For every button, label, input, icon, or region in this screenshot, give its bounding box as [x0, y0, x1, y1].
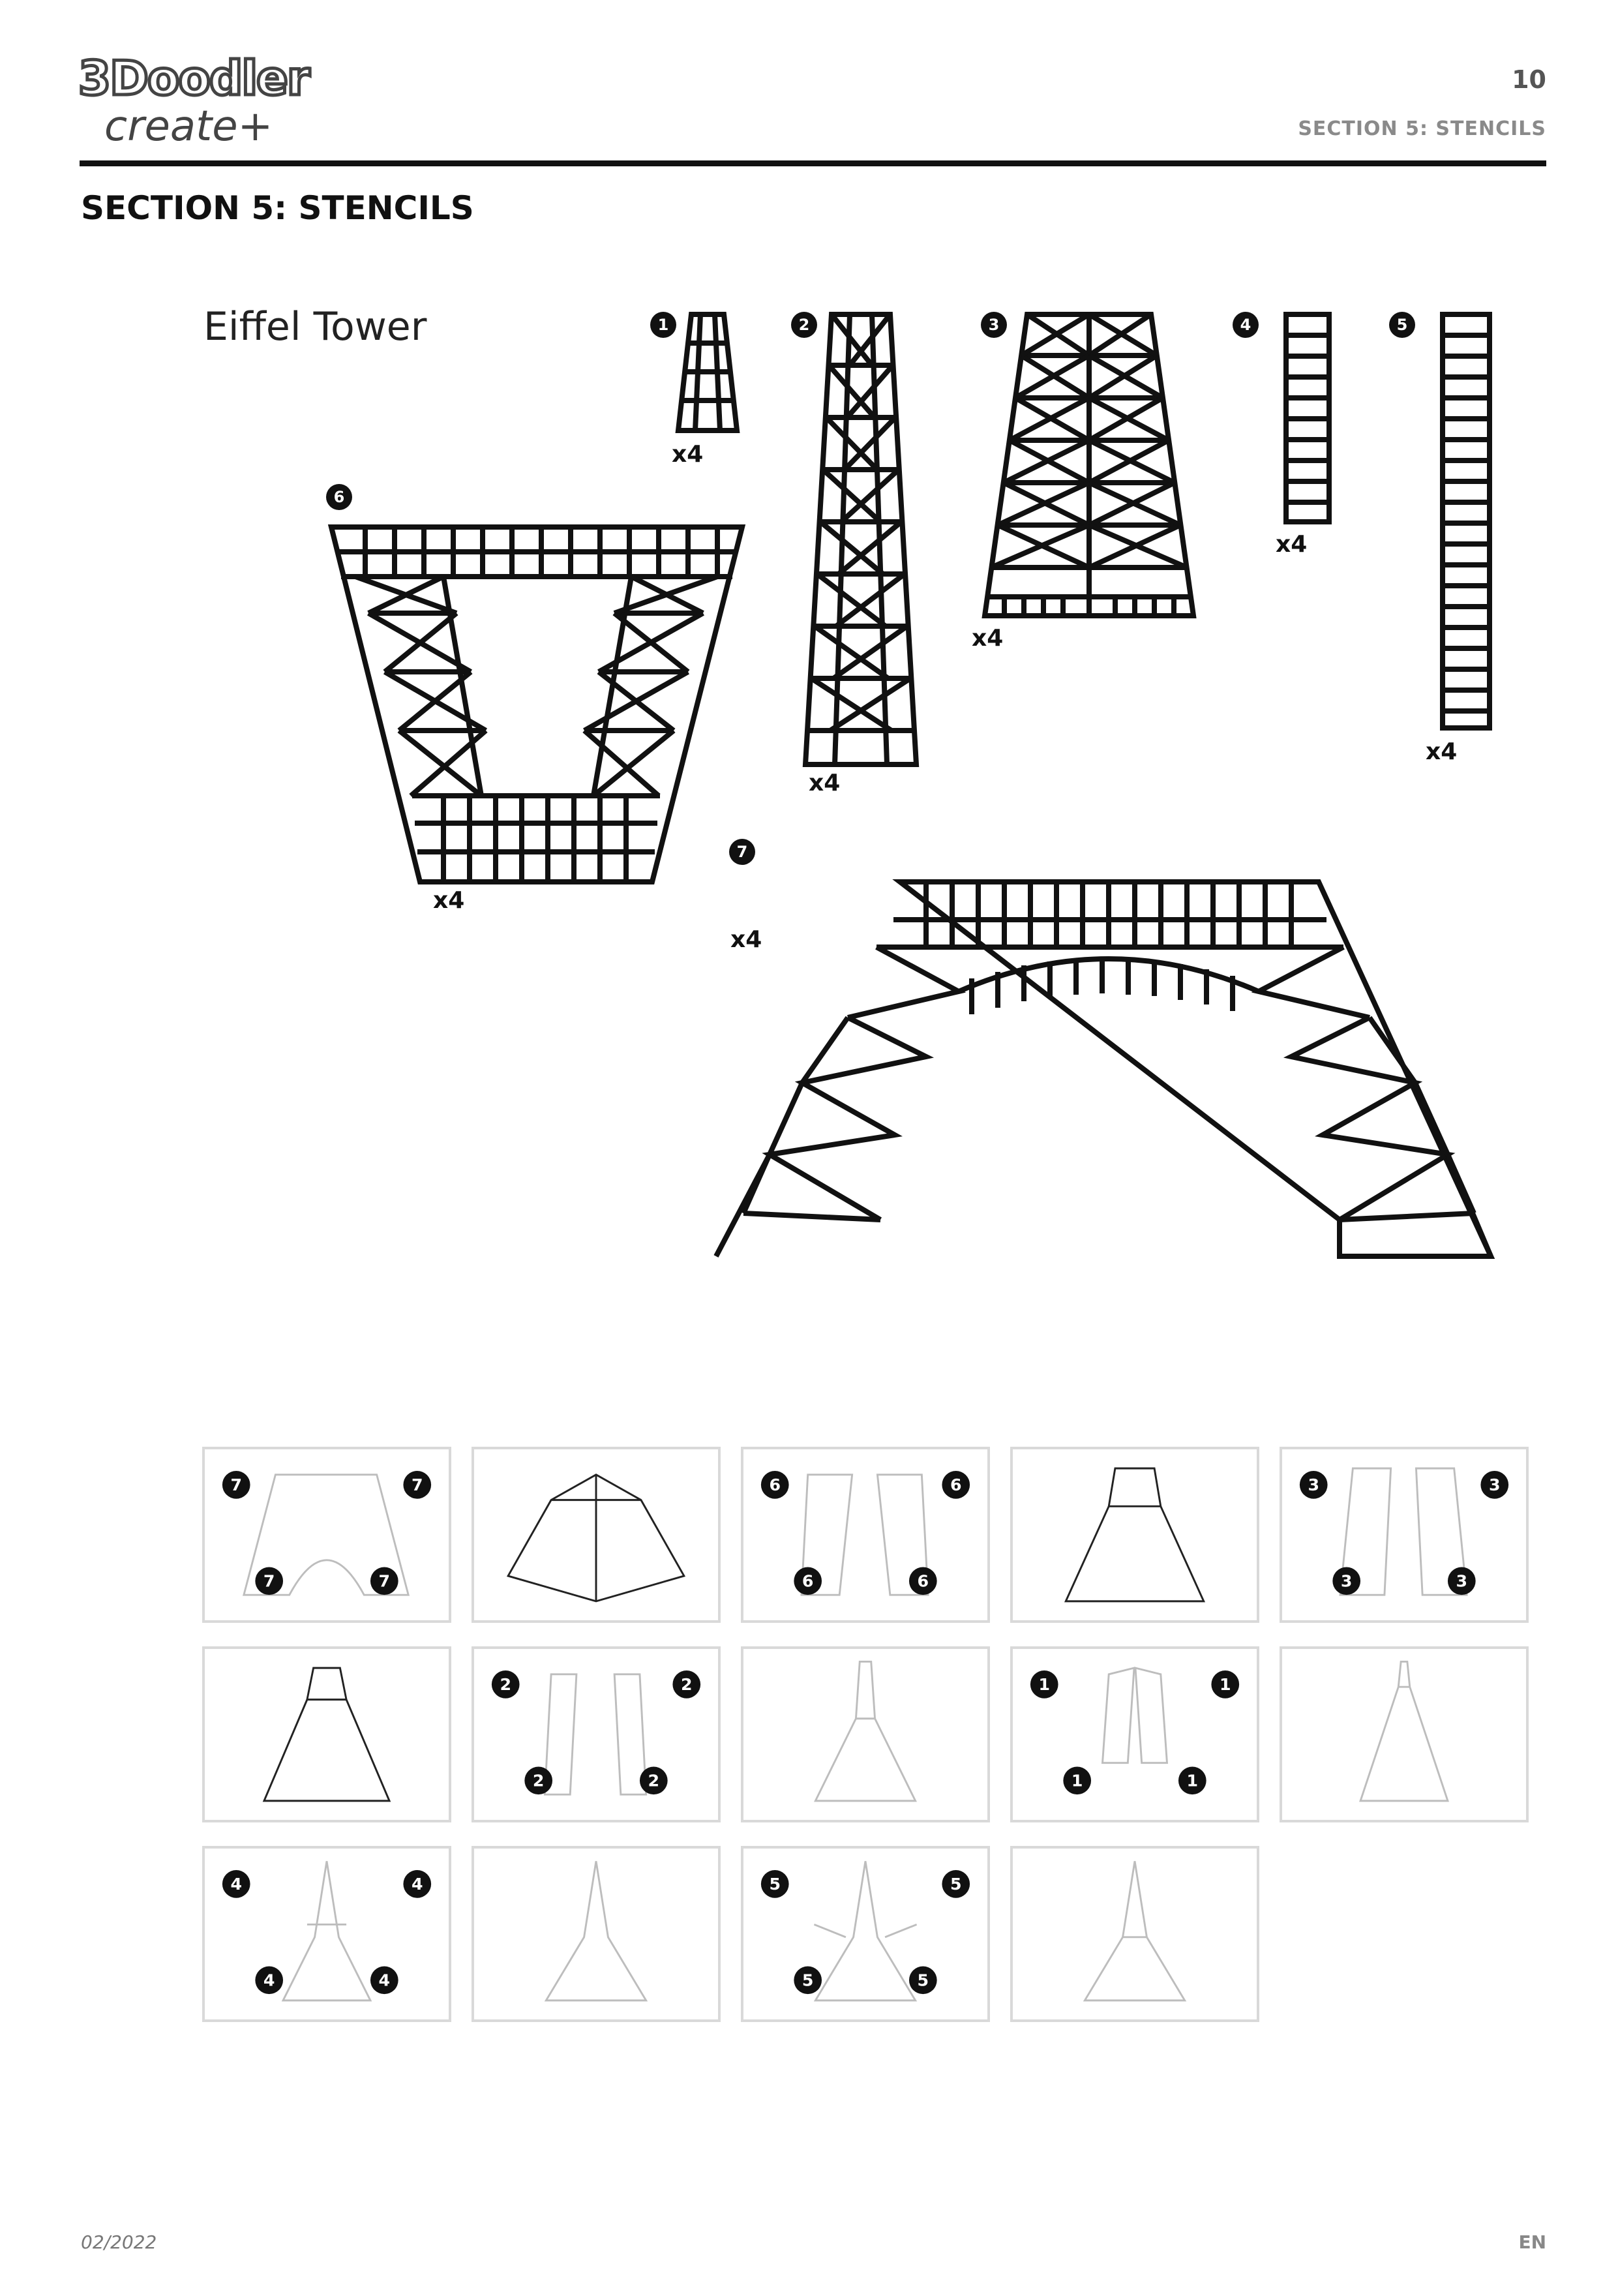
step-badge-number: 2	[532, 1771, 545, 1790]
step-panel	[741, 1646, 990, 1822]
step-badge-number: 5	[950, 1875, 962, 1894]
step-illustration	[1282, 1449, 1526, 1620]
step-panel	[741, 1447, 990, 1623]
step-badge-number: 6	[802, 1571, 814, 1591]
step-badge-number: 6	[917, 1571, 929, 1591]
step-panel	[202, 1447, 451, 1623]
section-title: SECTION 5: STENCILS	[81, 189, 474, 227]
step-badge-number: 7	[411, 1475, 423, 1495]
step-badge-number: 2	[500, 1675, 512, 1695]
step-illustration	[205, 1849, 449, 2019]
step-illustration	[474, 1649, 718, 1820]
stencil-quantities	[433, 441, 1457, 953]
step-illustration	[743, 1849, 987, 2019]
badge-1: 1	[657, 316, 669, 334]
stencil-piece-2	[805, 314, 916, 764]
step-panel	[1280, 1646, 1529, 1822]
step-illustration	[205, 1449, 449, 1620]
step-badge-number: 4	[230, 1875, 243, 1894]
step-illustration	[205, 1649, 449, 1820]
step-illustration	[1282, 1649, 1526, 1820]
step-panel	[1280, 1447, 1529, 1623]
badge-7: 7	[736, 843, 748, 861]
quantity-piece-3: x4	[972, 625, 1004, 652]
step-panel	[472, 1846, 721, 2022]
stencil-badges	[326, 312, 1415, 865]
stencil-title: Eiffel Tower	[203, 304, 427, 350]
quantity-piece-5: x4	[1426, 738, 1458, 765]
step-panel	[1010, 1447, 1259, 1623]
step-illustration	[1013, 1849, 1257, 2019]
step-panel	[202, 1846, 451, 2022]
step-badge-number: 4	[263, 1971, 275, 1990]
badge-5: 5	[1396, 316, 1408, 334]
badge-3: 3	[988, 316, 1000, 334]
steps-row-2	[202, 1646, 1527, 1846]
stencil-piece-5	[1443, 314, 1490, 728]
step-illustration	[474, 1449, 718, 1620]
step-badge-number: 7	[263, 1571, 275, 1591]
step-illustration	[1013, 1449, 1257, 1620]
stencil-piece-3	[985, 314, 1193, 616]
stencil-piece-6	[331, 527, 742, 882]
step-badge-number: 3	[1488, 1475, 1501, 1495]
step-badge-number: 4	[411, 1875, 423, 1894]
logo-subline: create+	[104, 102, 273, 151]
step-badge-number: 3	[1340, 1571, 1353, 1591]
steps-row-1	[202, 1447, 1527, 1646]
logo-wordmark: 3Doodler	[78, 51, 309, 106]
step-badge-number: 2	[680, 1675, 693, 1695]
footer-language: EN	[1518, 2231, 1546, 2253]
step-badge-number: 1	[1219, 1675, 1231, 1695]
step-panel	[472, 1447, 721, 1623]
step-panel	[472, 1646, 721, 1822]
step-illustration	[743, 1649, 987, 1820]
header-section-label: SECTION 5: STENCILS	[1298, 117, 1546, 140]
step-badge-number: 7	[230, 1475, 243, 1495]
step-badge-number: 3	[1308, 1475, 1320, 1495]
step-badge-number: 5	[917, 1971, 929, 1990]
quantity-piece-2: x4	[809, 770, 841, 796]
step-badge-number: 1	[1071, 1771, 1083, 1790]
step-badge-number: 5	[802, 1971, 814, 1990]
step-badge-number: 6	[769, 1475, 781, 1495]
badge-6: 6	[333, 488, 345, 506]
badge-4: 4	[1240, 316, 1251, 334]
step-panel	[202, 1646, 451, 1822]
step-badge-number: 3	[1456, 1571, 1468, 1591]
step-badge-number: 4	[378, 1971, 391, 1990]
stencil-piece-1	[678, 314, 737, 430]
step-panel	[1010, 1846, 1259, 2022]
steps-row-3	[202, 1846, 1527, 2046]
stencil-piece-4	[1286, 314, 1329, 522]
assembly-steps-grid	[202, 1447, 1527, 2046]
step-badge-number: 1	[1186, 1771, 1199, 1790]
step-illustration	[743, 1449, 987, 1620]
stencil-piece-7	[716, 882, 1491, 1256]
step-badge-number: 6	[950, 1475, 962, 1495]
step-badge-number: 5	[769, 1875, 781, 1894]
step-panel	[741, 1846, 990, 2022]
page-number: 10	[1512, 65, 1546, 94]
step-illustration	[474, 1849, 718, 2019]
quantity-piece-1: x4	[672, 441, 704, 468]
footer-date: 02/2022	[81, 2231, 157, 2253]
step-badge-number: 2	[648, 1771, 660, 1790]
badge-2: 2	[798, 316, 810, 334]
step-panel	[1010, 1646, 1259, 1822]
quantity-piece-7: x4	[730, 926, 762, 953]
quantity-piece-6: x4	[433, 887, 465, 914]
step-badge-number: 1	[1038, 1675, 1051, 1695]
quantity-piece-4: x4	[1276, 531, 1308, 558]
step-illustration	[1013, 1649, 1257, 1820]
step-badge-number: 7	[378, 1571, 391, 1591]
